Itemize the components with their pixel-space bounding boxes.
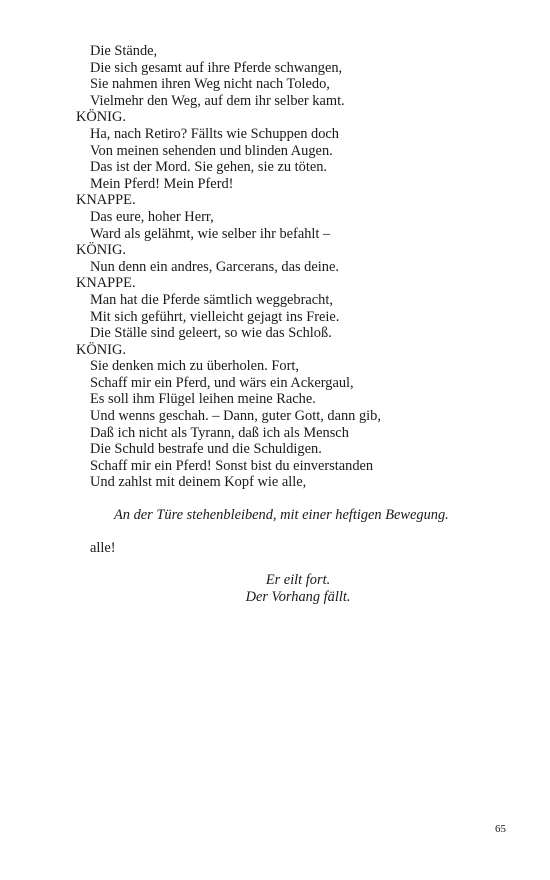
- verse-line: Vielmehr den Weg, auf dem ihr selber kamt.: [90, 92, 345, 109]
- speaker-name: KÖNIG.: [76, 242, 126, 259]
- verse-line: Daß ich nicht als Tyrann, daß ich als Mensch: [90, 424, 349, 441]
- verse-line: Schaff mir ein Pferd! Sonst bist du einverstanden: [90, 457, 374, 474]
- verse-line: Das ist der Mord. Sie gehen, sie zu töten.: [90, 159, 327, 176]
- verse-line: Mit sich geführt, vielleicht gejagt ins Freie.: [90, 308, 340, 325]
- verse-line: Es soll ihm Flügel leihen meine Rache.: [90, 391, 316, 408]
- stage-direction: An der Türe stehenbleibend, mit einer heftigen Bewegung.: [114, 507, 449, 524]
- verse-line: Nun denn ein andres, Garcerans, das deine.: [90, 258, 339, 275]
- verse-line: Ha, nach Retiro? Fällts wie Schuppen doch: [90, 125, 339, 142]
- speaker-name: KNAPPE.: [76, 192, 136, 209]
- dialogue-lines: [76, 43, 506, 491]
- verse-line: Sie nahmen ihren Weg nicht nach Toledo,: [90, 76, 330, 93]
- verse-line: Mein Pferd! Mein Pferd!: [90, 175, 234, 192]
- verse-line: Schaff mir ein Pferd, und wärs ein Ackergaul,: [90, 374, 354, 391]
- verse-line: Die Ställe sind geleert, so wie das Schloß.: [90, 325, 332, 342]
- verse-line: Und zahlst mit deinem Kopf wie alle,: [90, 474, 307, 491]
- verse-line: Man hat die Pferde sämtlich weggebracht,: [90, 291, 333, 308]
- page-number: 65: [495, 823, 506, 835]
- verse-line: Die Schuld bestrafe und die Schuldigen.: [90, 441, 322, 458]
- verse-line: Und wenns geschah. – Dann, guter Gott, dann gib,: [90, 408, 381, 425]
- speaker-name: KÖNIG.: [76, 109, 126, 126]
- verse-line: Sie denken mich zu überholen. Fort,: [90, 358, 300, 375]
- closing-stage-directions: [76, 572, 506, 605]
- verse-line-continuation: alle!: [90, 539, 116, 556]
- speaker-name: KNAPPE.: [76, 275, 136, 292]
- verse-line: Von meinen sehenden und blinden Augen.: [90, 142, 333, 159]
- play-text: [76, 43, 506, 605]
- verse-line: Die Stände,: [90, 43, 158, 59]
- verse-line: Das eure, hoher Herr,: [90, 208, 214, 225]
- verse-line: Die sich gesamt auf ihre Pferde schwangen,: [90, 59, 343, 76]
- stage-direction-curtain: Der Vorhang fällt.: [245, 588, 351, 605]
- verse-line: Ward als gelähmt, wie selber ihr befahlt –: [90, 225, 331, 242]
- speaker-name: KÖNIG.: [76, 341, 126, 358]
- stage-direction-exit: Er eilt fort.: [265, 572, 331, 589]
